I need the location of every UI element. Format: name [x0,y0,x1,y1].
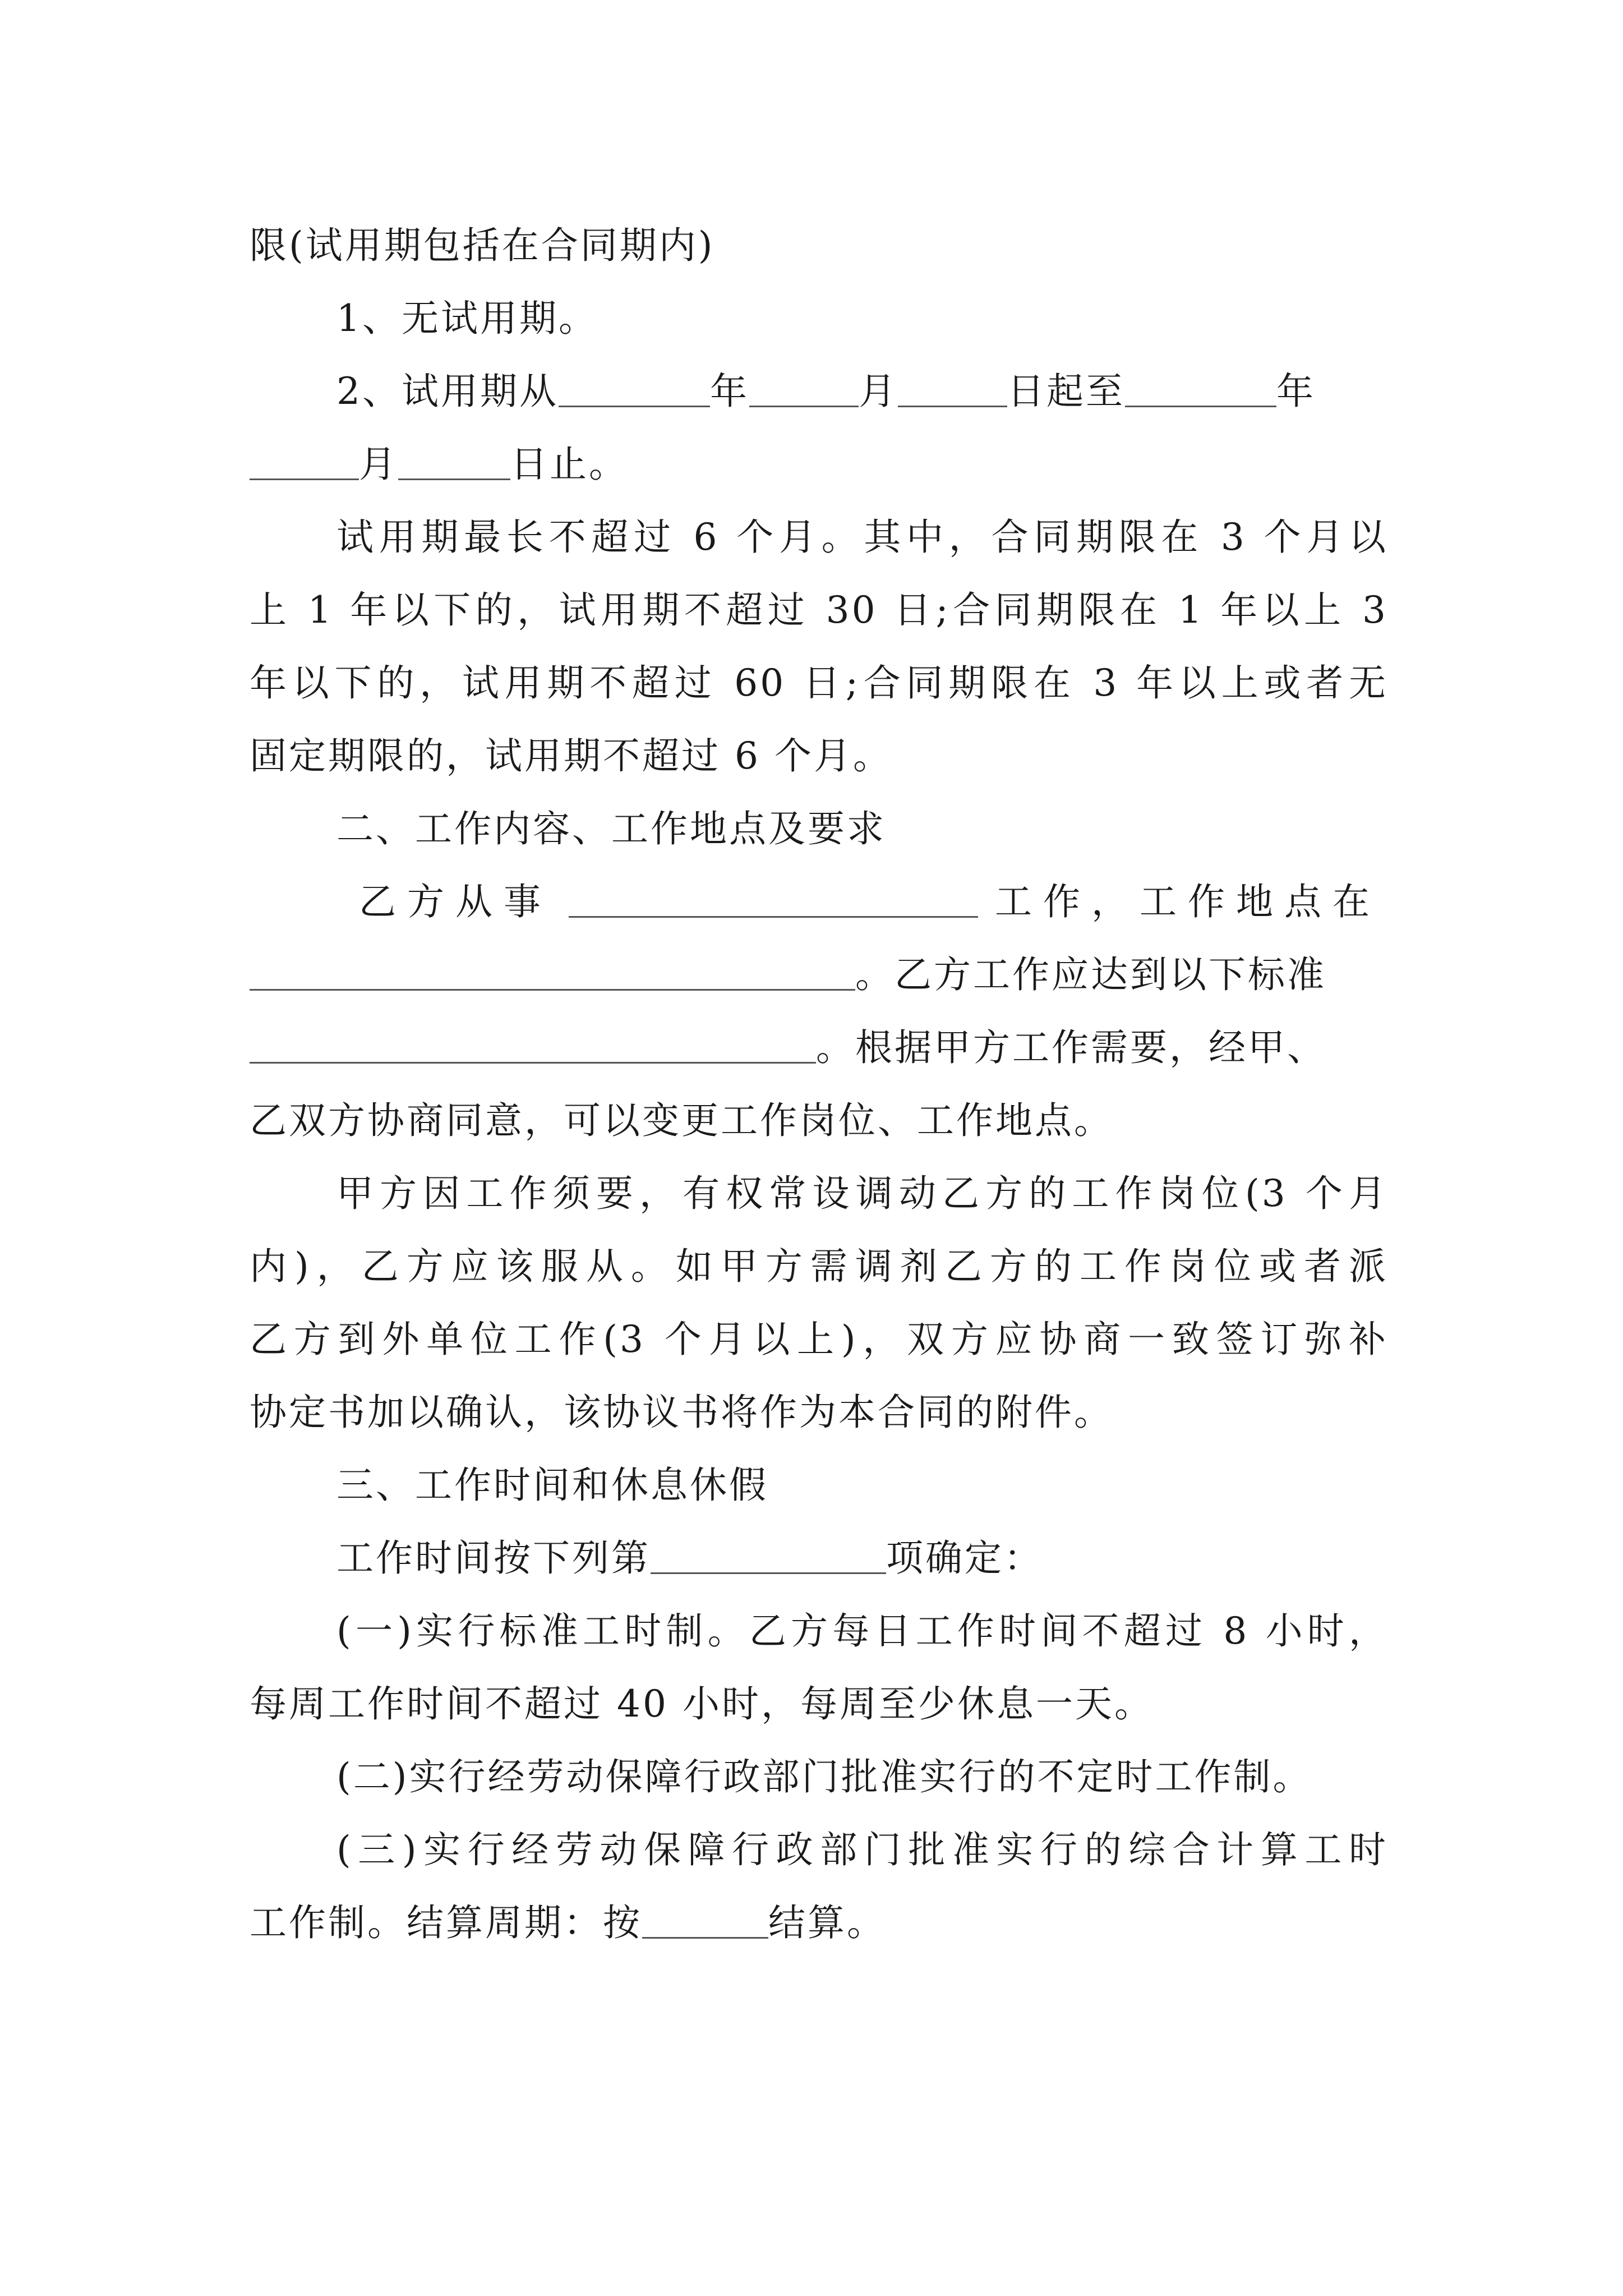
text: 月 [359,443,398,486]
blank-settlement-period[interactable] [642,1903,768,1939]
text: 每周工作时间不超过 40 小时，每周至少休息一天。 [250,1682,1154,1726]
text: 结算。 [768,1901,886,1944]
text: 固定期限的，试用期不超过 6 个月。 [250,734,892,777]
text-line-21 [250,1676,1388,1732]
blank-start-year[interactable] [559,372,710,407]
job-content-line [359,874,1388,930]
text-line-2 [336,291,1388,347]
text: 上 1 年以下的，试用期不超过 30 日;合同期限在 1 年以上 3 [250,588,1388,632]
section-heading-2 [336,801,1388,857]
text: 协定书加以确认，该协议书将作为本合同的附件。 [250,1391,1113,1434]
text-line-15 [250,1239,1388,1295]
text: 日起至 [1007,370,1125,413]
text: 1、无试用期。 [336,297,598,340]
text: 日止。 [510,443,628,486]
blank-end-year[interactable] [1125,372,1276,407]
text: (一)实行标准工时制。乙方每日工作时间不超过 8 小时， [336,1609,1388,1653]
text-line-14 [336,1166,1388,1222]
blank-work-time-option[interactable] [651,1539,886,1574]
blank-end-month[interactable] [250,445,359,480]
text: 工作时间按下列第 [336,1536,651,1580]
blank-work-standard[interactable] [250,1028,816,1064]
work-location-line [250,947,1388,1003]
text: 年 [1276,370,1316,413]
blank-start-day[interactable] [898,372,1007,407]
text: 月 [859,370,898,413]
text-line-6 [250,582,1388,638]
text-line-23 [336,1822,1388,1878]
probation-end-line [250,436,1388,493]
text: 三、工作时间和休息休假 [336,1464,768,1507]
text: 甲方因工作须要，有权常设调动乙方的工作岗位(3 个月 [336,1172,1388,1215]
text-line-7 [250,655,1388,711]
text: (三)实行经劳动保障行政部门批准实行的综合计算工时 [336,1828,1388,1871]
text: 项确定： [886,1536,1043,1580]
probation-start-line [336,364,1388,420]
blank-end-day[interactable] [398,445,510,480]
blank-job-content[interactable] [569,882,978,918]
text-line-13 [250,1093,1388,1149]
settlement-period-line [250,1895,1388,1951]
text-line-5 [336,509,1388,565]
work-time-option-line [336,1530,1388,1586]
work-standard-line [250,1020,1388,1076]
section-heading-3 [336,1457,1388,1513]
blank-work-location[interactable] [250,955,855,991]
text: 2、试用期从 [336,370,559,413]
text-line-8 [250,728,1388,784]
blank-start-month[interactable] [749,372,859,407]
text: 内)，乙方应该服从。如甲方需调剂乙方的工作岗位或者派 [250,1245,1388,1288]
text: 乙双方协商同意，可以变更工作岗位、工作地点。 [250,1099,1113,1142]
text: 年 [710,370,749,413]
text-line-16 [250,1312,1388,1368]
text: 工作，工作地点在 [995,880,1381,923]
text: 乙方从事 [359,880,552,923]
text-line-1 [250,218,1388,274]
text: 。根据甲方工作需要，经甲、 [816,1026,1326,1069]
text: 二、工作内容、工作地点及要求 [336,807,886,850]
text-line-22 [336,1749,1402,1805]
text: 。乙方工作应达到以下标准 [855,953,1326,996]
text: 年以下的，试用期不超过 60 日;合同期限在 3 年以上或者无 [250,661,1388,705]
text: 试用期最长不超过 6 个月。其中，合同期限在 3 个月以 [336,516,1388,559]
text: (二)实行经劳动保障行政部门批准实行的不定时工作制。 [336,1755,1312,1798]
text-line-17 [250,1384,1388,1441]
text: 工作制。结算周期：按 [250,1901,642,1944]
text: 乙方到外单位工作(3 个月以上)，双方应协商一致签订弥补 [250,1318,1388,1361]
text: 限(试用期包括在合同期内) [250,224,715,267]
text-line-20 [336,1603,1388,1659]
